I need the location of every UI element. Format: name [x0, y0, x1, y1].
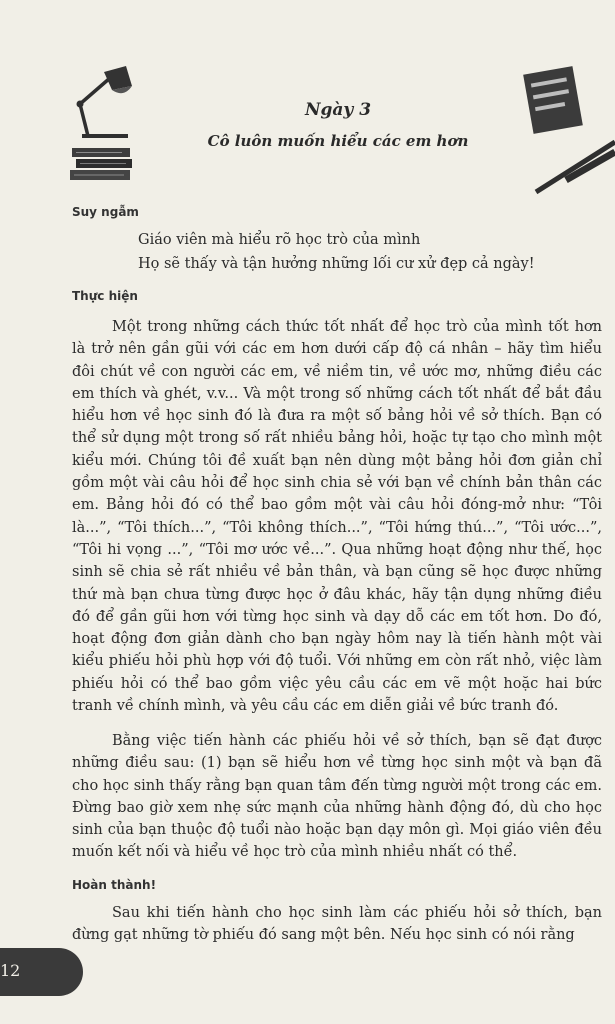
done-paragraph: Sau khi tiến hành cho học sinh làm các phiếu hỏi sở thích, bạn đừng gạt những tờ phiếu đó sang một bên. Nếu học sinh có nói rằng — [72, 905, 602, 944]
notebook-pencil-icon — [522, 56, 615, 196]
quote-line-1: Giáo viên mà hiểu rõ học trò của mình — [138, 232, 421, 248]
practice-paragraph-2: Bằng việc tiến hành các phiếu hỏi về sở thích, bạn sẽ đạt được những điều sau: (1) bạn sẽ hiểu hơn về từng học sinh một và bạn đã cho học sinh thấy rằng bạn quan tâm đến từng người một trong các em. Đừng bao giờ xem nhẹ sức mạnh của những hành động đó, dù cho học sinh của bạn thuộc độ tuổi nào hoặc bạn dạy môn gì. Mọi giáo viên đều muốn kết nối và hiểu về học trò của mình nhiều nhất có thể. — [72, 733, 602, 861]
day-subtitle: Cô luôn muốn hiểu các em hơn — [207, 132, 469, 150]
day-title: Ngày 3 — [304, 100, 372, 120]
page-number: 12 — [0, 961, 21, 980]
quote-line-2: Họ sẽ thấy và tận hưởng những lối cư xử đẹp cả ngày! — [138, 256, 535, 272]
practice-heading: Thực hiện — [72, 289, 138, 303]
practice-paragraph-1: Một trong những cách thức tốt nhất để học trò của mình tốt hơn là trở nên gần gũi với các em hơn dưới cấp độ cá nhân – hãy tìm hiểu đôi chút về con người các em, về niềm tin, về ước mơ, những điều các em thích và ghét, v.v... Và một trong số những cách tốt nhất để bắt đầu hiểu hơn về học sinh đó là đưa ra một số bảng hỏi về sở thích. Bạn có thể sử dụng một trong số rất nhiều bảng hỏi, hoặc tự tạo cho mình một kiểu mới. Chúng tôi đề xuất bạn nên dùng một bảng hỏi đơn giản chỉ gồm một vài câu hỏi để học sinh chia sẻ với bạn về chính bản thân các em. Bảng hỏi đó có thể bao gồm một vài câu hỏi đóng-mở như: “Tôi là...”, “Tôi thích...”, “Tôi không thích...”, “Tôi hứng thú...”, “Tôi ước...”, “Tôi hi vọng ...”, “Tôi mơ ước về...”. Qua những hoạt động như thế, học sinh sẽ chia sẻ rất nhiều về bản thân, và bạn cũng sẽ học được những thứ mà bạn chưa từng được học ở đâu khác, hãy tận dụng những điều đó để gần gũi hơn với từng học sinh và dạy dỗ các em tốt hơn. Do đó, hoạt động đơn giản dành cho bạn ngày hôm nay là tiến hành một vài kiểu phiếu hỏi phù hợp với độ tuổi. Với những em còn rất nhỏ, việc làm phiếu hỏi có thể bao gồm việc yêu cầu các em vẽ một hoặc hai bức tranh về chính mình, và yêu cầu các em diễn giải về bức tranh đó. — [72, 319, 602, 715]
page-number-tab — [0, 948, 83, 996]
done-heading: Hoàn thành! — [72, 878, 157, 892]
book-stack-icon — [70, 146, 136, 182]
reflect-heading: Suy ngẫm — [72, 205, 139, 219]
